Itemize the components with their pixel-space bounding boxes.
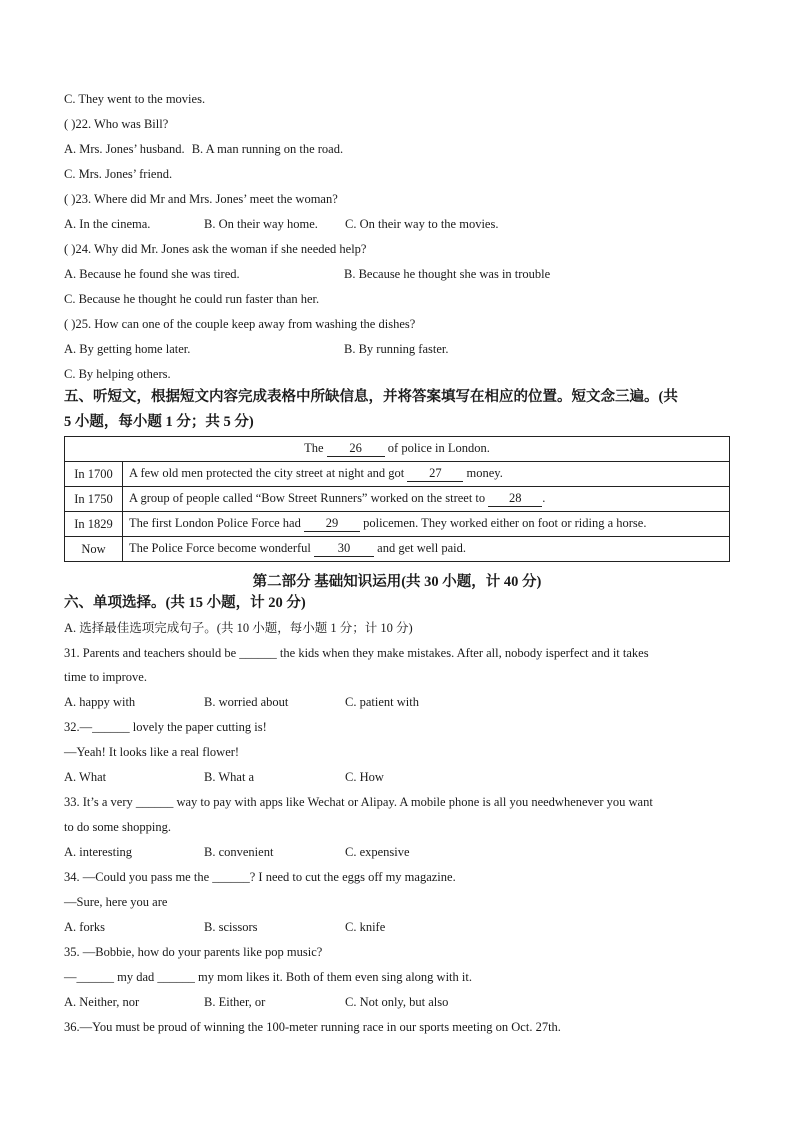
q33-option-a: A. interesting [64,845,133,859]
q35-reply: —______ my dad ______ my mom likes it. Both of them even sing along with it. [64,970,472,984]
answer-bracket[interactable]: ( ) [64,117,76,131]
blank-27[interactable]: 27 [407,466,463,482]
answer-bracket[interactable]: ( ) [64,192,76,206]
q31-option-c: C. patient with [345,695,419,709]
q32-stem: 32.—______ lovely the paper cutting is! [64,720,267,734]
info-cell [123,512,730,537]
section5-title-line2: 5 小题，每小题 1 分；共 5 分) [64,414,254,430]
q36-stem: 36.—You must be proud of winning the 100-meter running race in our sports meeting on Oct. 27th. [64,1020,561,1034]
row-post-text: . [542,491,546,505]
q23-option-a: A. In the cinema. [64,217,151,231]
row-post-text: money. [466,466,503,480]
q34-reply: —Sure, here you are [64,895,168,909]
q31-stem: 31. Parents and teachers should be ______ the kids when they make mistakes. After all, nobody isperfect and it takes [64,646,649,660]
q22-option-c: C. Mrs. Jones’ friend. [64,167,173,181]
year-cell: In 1750 [65,487,123,512]
q25-text: 25. How can one of the couple keep away from washing the dishes? [75,317,416,331]
police-history-table [64,436,730,562]
table-header-cell [65,437,730,462]
q33-option-b: B. convenient [204,845,274,859]
q35-option-b: B. Either, or [204,995,266,1009]
section5-title-line1: 五、听短文，根据短文内容完成表格中所缺信息，并将答案填写在相应的位置。短文念三遍。(共 [64,389,678,405]
blank-26[interactable]: 26 [327,441,385,457]
q24-option-a: A. Because he found she was tired. [64,267,240,281]
row-pre-text: The first London Police Force had [129,516,301,530]
q22-option-a: A. Mrs. Jones’ husband. [64,142,185,156]
q23-stem [64,191,338,207]
q22-stem [64,116,168,132]
q23-text: 23. Where did Mr and Mrs. Jones’ meet the woman? [75,192,338,206]
q21-option-c: C. They went to the movies. [64,92,206,106]
q32-options [64,769,384,785]
q31-options [64,694,419,710]
table-row [65,462,730,487]
table-row [65,487,730,512]
year-cell: Now [65,537,123,562]
row-pre-text: A few old men protected the city street at night and got [129,466,405,480]
table-row [65,512,730,537]
blank-30[interactable]: 30 [314,541,374,557]
row-post-text: policemen. They worked either on foot or riding a horse. [363,516,647,530]
info-cell [123,462,730,487]
q35-option-c: C. Not only, but also [345,995,449,1009]
q34-option-c: C. knife [345,920,386,934]
q25-options [64,341,449,357]
q34-stem: 34. —Could you pass me the ______? I need to cut the eggs off my magazine. [64,870,456,884]
q34-option-a: A. forks [64,920,105,934]
row-pre-text: A group of people called “Bow Street Runners” worked on the street to [129,491,486,505]
q25-stem [64,316,415,332]
info-cell [123,537,730,562]
q25-option-b: B. By running faster. [344,342,449,356]
header-pre-text: The [304,441,324,455]
q35-options [64,994,448,1010]
q22-option-b: B. A man running on the road. [191,142,344,156]
section6-sub-a: A. 选择最佳选项完成句子。(共 10 小题，每小题 1 分；计 10 分) [64,621,413,635]
q23-options [64,216,498,232]
q25-option-c: C. By helping others. [64,367,171,381]
q22-text: 22. Who was Bill? [75,117,169,131]
answer-bracket[interactable]: ( ) [64,317,76,331]
q34-options [64,919,385,935]
q33-stem: 33. It’s a very ______ way to pay with apps like Wechat or Alipay. A mobile phone is all you needwhenever you want [64,795,653,809]
q24-stem [64,241,366,257]
q24-text: 24. Why did Mr. Jones ask the woman if she needed help? [75,242,367,256]
q32-option-c: C. How [345,770,384,784]
q24-options [64,266,550,282]
answer-bracket[interactable]: ( ) [64,242,76,256]
q33-option-c: C. expensive [345,845,410,859]
q33-stem-cont: to do some shopping. [64,820,171,834]
blank-28[interactable]: 28 [488,491,542,507]
row-post-text: and get well paid. [377,541,467,555]
q24-option-c: C. Because he thought he could run faster than her. [64,292,320,306]
q31-option-a: A. happy with [64,695,136,709]
table-row [65,537,730,562]
blank-29[interactable]: 29 [304,516,360,532]
q32-option-a: A. What [64,770,107,784]
q35-stem: 35. —Bobbie, how do your parents like pop music? [64,945,323,959]
q32-option-b: B. What a [204,770,255,784]
info-cell [123,487,730,512]
year-cell: In 1829 [65,512,123,537]
q31-option-b: B. worried about [204,695,289,709]
q25-option-a: A. By getting home later. [64,342,191,356]
section6-title: 六、单项选择。(共 15 小题，计 20 分) [64,595,306,611]
q23-option-b: B. On their way home. [204,217,318,231]
part2-title: 第二部分 基础知识运用(共 30 小题，计 40 分) [252,574,542,590]
table-header-row [65,437,730,462]
year-cell: In 1700 [65,462,123,487]
q31-stem-cont: time to improve. [64,670,147,684]
q33-options [64,844,410,860]
header-post-text: of police in London. [387,441,490,455]
q34-option-b: B. scissors [204,920,258,934]
row-pre-text: The Police Force become wonderful [129,541,311,555]
q22-options [64,141,343,157]
q32-reply: —Yeah! It looks like a real flower! [64,745,240,759]
q35-option-a: A. Neither, nor [64,995,140,1009]
q24-option-b: B. Because he thought she was in trouble [344,267,551,281]
q23-option-c: C. On their way to the movies. [345,217,499,231]
